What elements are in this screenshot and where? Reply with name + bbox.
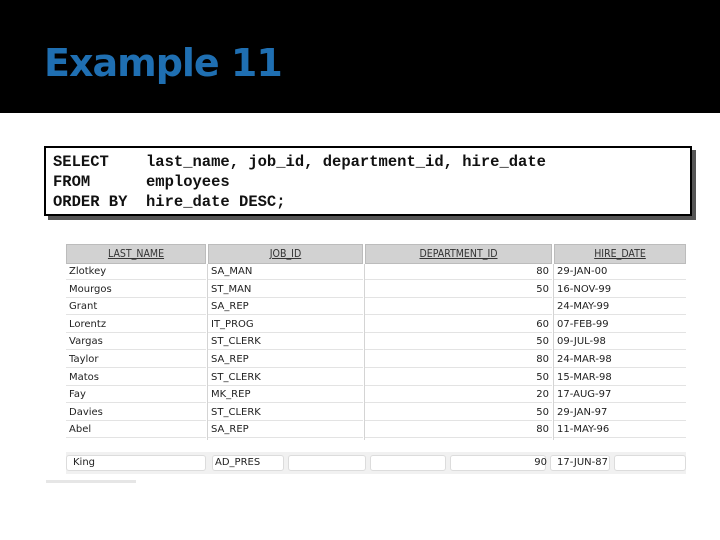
sql-arguments: employees [146,173,230,191]
query-result-table [66,244,686,440]
cell-last-name: Mourgos [66,282,206,298]
cell-last-name: Taylor [66,352,206,368]
sql-code-box [44,146,692,216]
cell-hire-date: 24-MAR-98 [554,352,686,368]
cell-hire-date: 09-JUL-98 [554,334,686,350]
cell-hire-date: 17-AUG-97 [554,387,686,403]
column-divider [207,264,208,440]
cell-last-name: Lorentz [66,317,206,333]
cell-hire-date: 29-JAN-97 [554,405,686,421]
column-header-job-id: JOB_ID [208,244,363,264]
cell-job-id: AD_PRES [215,457,261,468]
title-bar [0,0,720,113]
cell-hire-date: 07-FEB-99 [554,317,686,333]
cell-department-id: 50 [365,334,552,350]
cell-job-id: ST_CLERK [208,405,363,421]
cell-hire-date: 11-MAY-96 [554,422,686,438]
cell-job-id: SA_REP [208,422,363,438]
column-divider [364,264,365,440]
cell-last-name: Matos [66,370,206,386]
cell-department-id: 80 [365,352,552,368]
cell-last-name: Davies [66,405,206,421]
cell-department-id: 60 [365,317,552,333]
cell-last-name: Vargas [66,334,206,350]
cell-job-id: SA_REP [208,352,363,368]
cell-job-id: ST_CLERK [208,370,363,386]
sql-keyword: SELECT [53,153,109,171]
cell-last-name: Grant [66,299,206,315]
cell-last-name: Zlotkey [66,264,206,280]
sql-line-select [53,152,546,172]
sql-keyword: FROM [53,173,91,191]
cell-last-name: King [73,457,96,468]
cell-department-id: 80 [365,264,552,280]
cell-department-id: 20 [365,387,552,403]
sql-arguments: hire_date DESC; [146,193,286,211]
column-header-hire-date: HIRE_DATE [554,244,686,264]
cell-hire-date: 29-JAN-00 [554,264,686,280]
cell-department-id: 80 [365,422,552,438]
cell-job-id: SA_MAN [208,264,363,280]
cell-hire-date: 17-JUN-87 [557,457,608,468]
cell-last-name: Fay [66,387,206,403]
cell-hire-date: 16-NOV-99 [554,282,686,298]
column-divider [553,264,554,440]
cell-department-id [365,299,552,315]
cell-department-id: 50 [365,370,552,386]
cell-job-id: SA_REP [208,299,363,315]
cell-department-id: 50 [365,282,552,298]
cell-job-id: ST_MAN [208,282,363,298]
slide-title: Example 11 [44,41,282,85]
column-header-last-name: LAST_NAME [66,244,206,264]
table-cut-gap [44,440,688,452]
cell-department-id: 50 [365,405,552,421]
column-header-department-id: DEPARTMENT_ID [365,244,552,264]
cell-hire-date: 15-MAR-98 [554,370,686,386]
sql-line-from [53,172,230,192]
table-last-row [66,452,686,474]
sql-arguments: last_name, job_id, department_id, hire_date [146,153,546,171]
cell-job-id: MK_REP [208,387,363,403]
cell-hire-date: 24-MAY-99 [554,299,686,315]
cell-job-id: ST_CLERK [208,334,363,350]
cell-department-id: 90 [534,457,547,468]
cell-last-name: Abel [66,422,206,438]
sql-line-order-by [53,192,286,212]
divider [46,480,136,483]
cell-job-id: IT_PROG [208,317,363,333]
sql-keyword: ORDER BY [53,193,128,211]
